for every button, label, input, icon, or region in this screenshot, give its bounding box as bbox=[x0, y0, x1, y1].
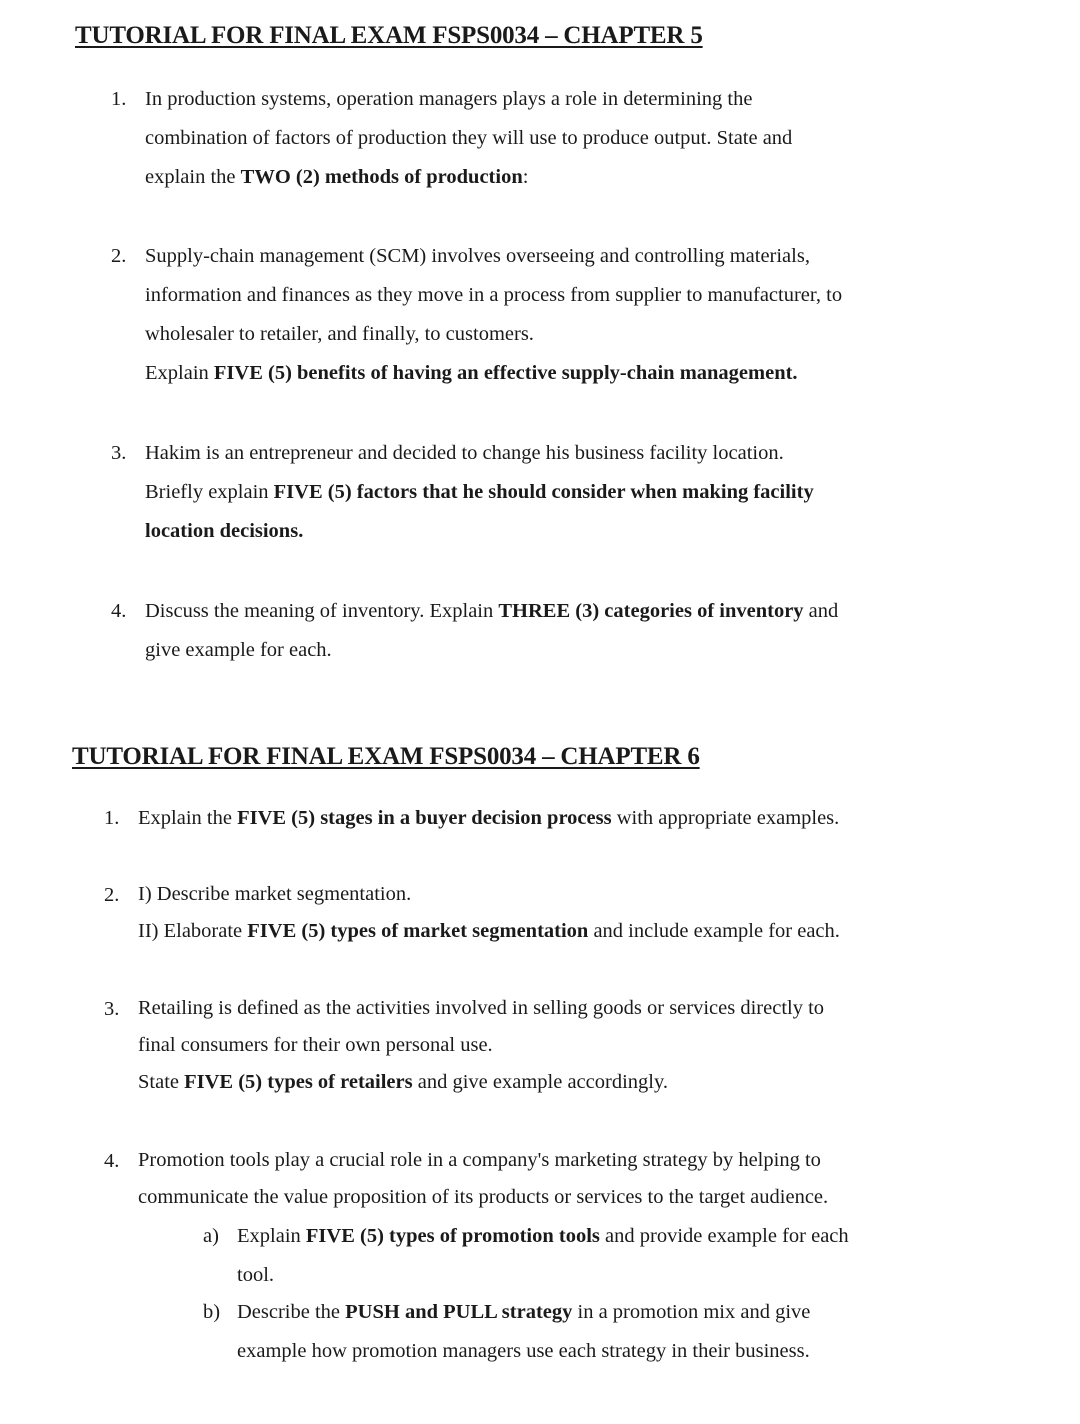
question-line: Supply-chain management (SCM) involves overseeing and controlling materials, bbox=[145, 245, 810, 267]
question-number: 3. bbox=[104, 998, 120, 1020]
question-line: Hakim is an entrepreneur and decided to change his business facility location. bbox=[145, 442, 784, 464]
question-line: location decisions. bbox=[145, 520, 304, 542]
chapter6-title: TUTORIAL FOR FINAL EXAM FSPS0034 – CHAPTER 6 bbox=[72, 743, 700, 770]
question-line: Retailing is defined as the activities involved in selling goods or services directly to bbox=[138, 997, 825, 1019]
question-line: information and finances as they move in a process from supplier to manufacturer, to bbox=[145, 284, 843, 306]
question-number: 1. bbox=[111, 88, 127, 110]
chapter6-question-4 bbox=[104, 1142, 829, 1216]
chapter6-question-3 bbox=[104, 990, 825, 1101]
question-line: Promotion tools play a crucial role in a company's marketing strategy by helping to bbox=[138, 1149, 821, 1171]
question-line: tool. bbox=[237, 1264, 275, 1286]
question-line: final consumers for their own personal use. bbox=[138, 1034, 493, 1056]
chapter6-question-4-part-b bbox=[203, 1293, 811, 1371]
question-line: Explain the FIVE (5) stages in a buyer decision process with appropriate examples. bbox=[138, 807, 840, 829]
question-line: explain the TWO (2) methods of production: bbox=[145, 166, 529, 188]
question-line: In production systems, operation managers plays a role in determining the bbox=[145, 88, 753, 110]
question-number: 2. bbox=[104, 884, 120, 906]
chapter5-question-1 bbox=[111, 80, 793, 197]
question-line: wholesaler to retailer, and finally, to customers. bbox=[145, 323, 534, 345]
subquestion-label: a) bbox=[203, 1225, 219, 1247]
question-line: II) Elaborate FIVE (5) types of market segmentation and include example for each. bbox=[138, 920, 840, 942]
chapter5-question-3 bbox=[111, 434, 814, 551]
chapter5-question-2 bbox=[111, 237, 843, 393]
question-number: 2. bbox=[111, 245, 127, 267]
question-line: example how promotion managers use each strategy in their business. bbox=[237, 1340, 810, 1362]
question-line: I) Describe market segmentation. bbox=[138, 883, 412, 905]
question-line: combination of factors of production they will use to produce output. State and bbox=[145, 127, 793, 149]
question-line: Briefly explain FIVE (5) factors that he should consider when making facility bbox=[145, 481, 814, 503]
question-line: State FIVE (5) types of retailers and give example accordingly. bbox=[138, 1071, 668, 1093]
question-line: communicate the value proposition of its products or services to the target audience. bbox=[138, 1186, 829, 1208]
chapter5-title: TUTORIAL FOR FINAL EXAM FSPS0034 – CHAPTER 5 bbox=[75, 22, 703, 49]
chapter6-question-2 bbox=[104, 876, 840, 950]
question-line: Describe the PUSH and PULL strategy in a promotion mix and give bbox=[237, 1301, 811, 1323]
chapter6-question-4-part-a bbox=[203, 1217, 849, 1295]
question-line: Explain FIVE (5) types of promotion tools and provide example for each bbox=[237, 1225, 849, 1247]
question-number: 1. bbox=[104, 807, 120, 829]
question-number: 3. bbox=[111, 442, 127, 464]
question-line: Discuss the meaning of inventory. Explain THREE (3) categories of inventory and bbox=[145, 600, 839, 622]
question-number: 4. bbox=[104, 1150, 120, 1172]
chapter6-question-1 bbox=[104, 799, 840, 838]
question-line: Explain FIVE (5) benefits of having an effective supply-chain management. bbox=[145, 362, 798, 384]
question-number: 4. bbox=[111, 600, 127, 622]
chapter5-question-4 bbox=[111, 592, 839, 670]
subquestion-label: b) bbox=[203, 1301, 221, 1323]
question-line: give example for each. bbox=[145, 639, 332, 661]
